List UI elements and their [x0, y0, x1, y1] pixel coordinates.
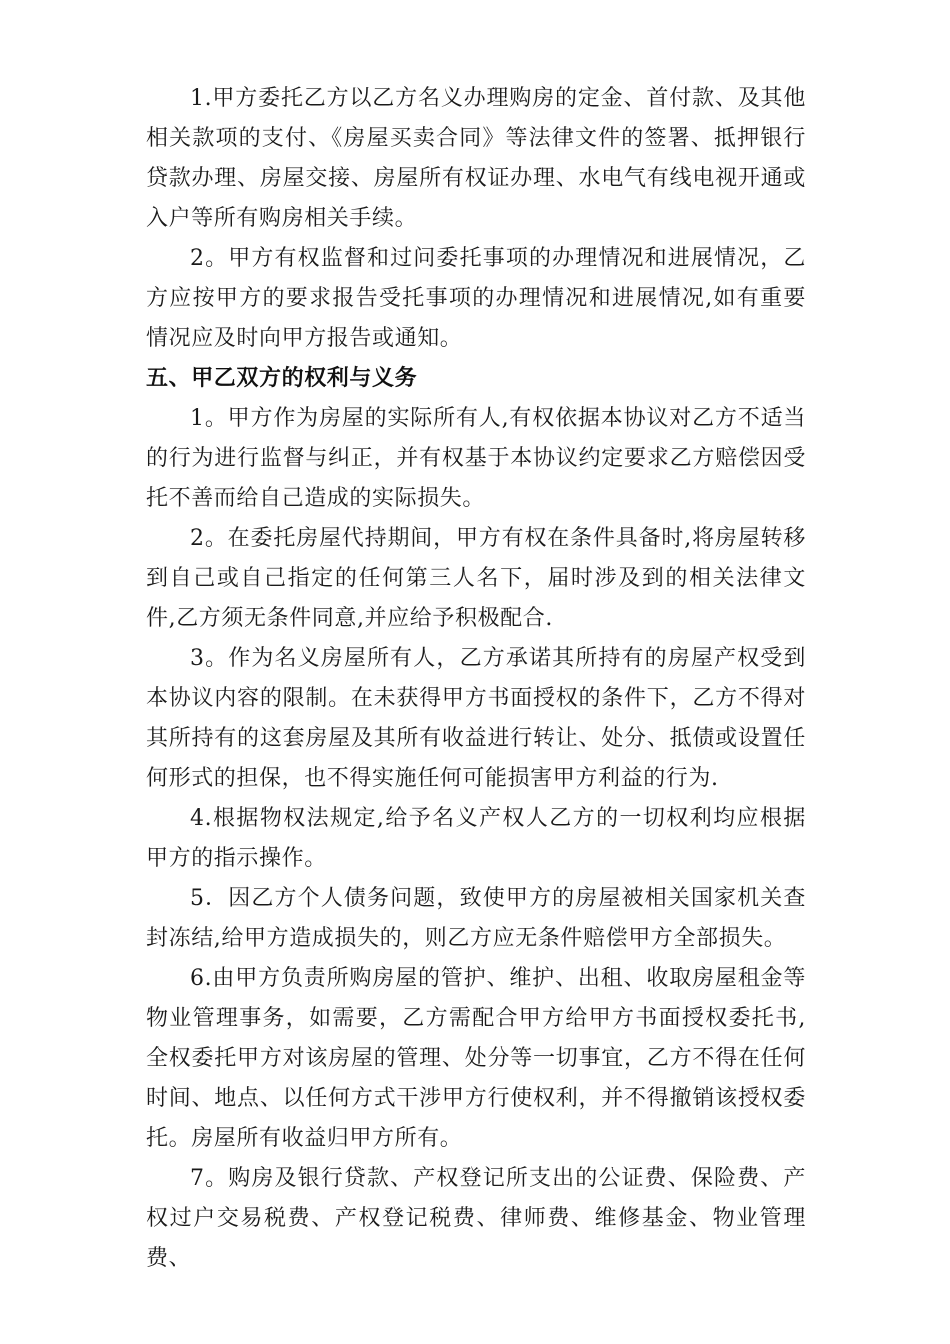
section-heading-5: 五、甲乙双方的权利与义务 [146, 366, 418, 391]
clause-5-6: 6.由甲方负责所购房屋的管护、维护、出租、收取房屋租金等物业管理事务，如需要，乙方需配合甲方给甲方书面授权委托书,全权委托甲方对该房屋的管理、处分等一切事宜，乙方不得在任何时间、地点、以任何方式干涉甲方行使权利，并不得撤销该授权委托。房屋所有收益归甲方所有。 [146, 966, 806, 1151]
document-body [146, 79, 806, 1279]
clause-5-7: 7。购房及银行贷款、产权登记所支出的公证费、保险费、产权过户交易税费、产权登记税费、律师费、维修基金、物业管理费、 [146, 1166, 806, 1271]
clause-4-2: 2。甲方有权监督和过问委托事项的办理情况和进展情况，乙方应按甲方的要求报告受托事项的办理情况和进展情况,如有重要情况应及时向甲方报告或通知。 [146, 246, 806, 351]
clause-5-5: 5．因乙方个人债务问题，致使甲方的房屋被相关国家机关查封冻结,给甲方造成损失的，则乙方应无条件赔偿甲方全部损失。 [146, 886, 806, 951]
clause-5-3: 3。作为名义房屋所有人，乙方承诺其所持有的房屋产权受到本协议内容的限制。在未获得甲方书面授权的条件下，乙方不得对其所持有的这套房屋及其所有收益进行转让、处分、抵债或设置任何形式的担保，也不得实施任何可能损害甲方利益的行为. [146, 646, 806, 791]
clause-4-1: 1.甲方委托乙方以乙方名义办理购房的定金、首付款、及其他相关款项的支付、《房屋买卖合同》等法律文件的签署、抵押银行贷款办理、房屋交接、房屋所有权证办理、水电气有线电视开通或入户等所有购房相关手续。 [146, 86, 806, 231]
clause-5-2: 2。在委托房屋代持期间，甲方有权在条件具备时,将房屋转移到自己或自己指定的任何第三人名下，届时涉及到的相关法律文件,乙方须无条件同意,并应给予积极配合. [146, 526, 806, 631]
clause-5-4: 4.根据物权法规定,给予名义产权人乙方的一切权利均应根据甲方的指示操作。 [146, 806, 806, 871]
clause-5-1: 1。甲方作为房屋的实际所有人,有权依据本协议对乙方不适当的行为进行监督与纠正，并有权基于本协议约定要求乙方赔偿因受托不善而给自己造成的实际损失。 [146, 406, 806, 511]
